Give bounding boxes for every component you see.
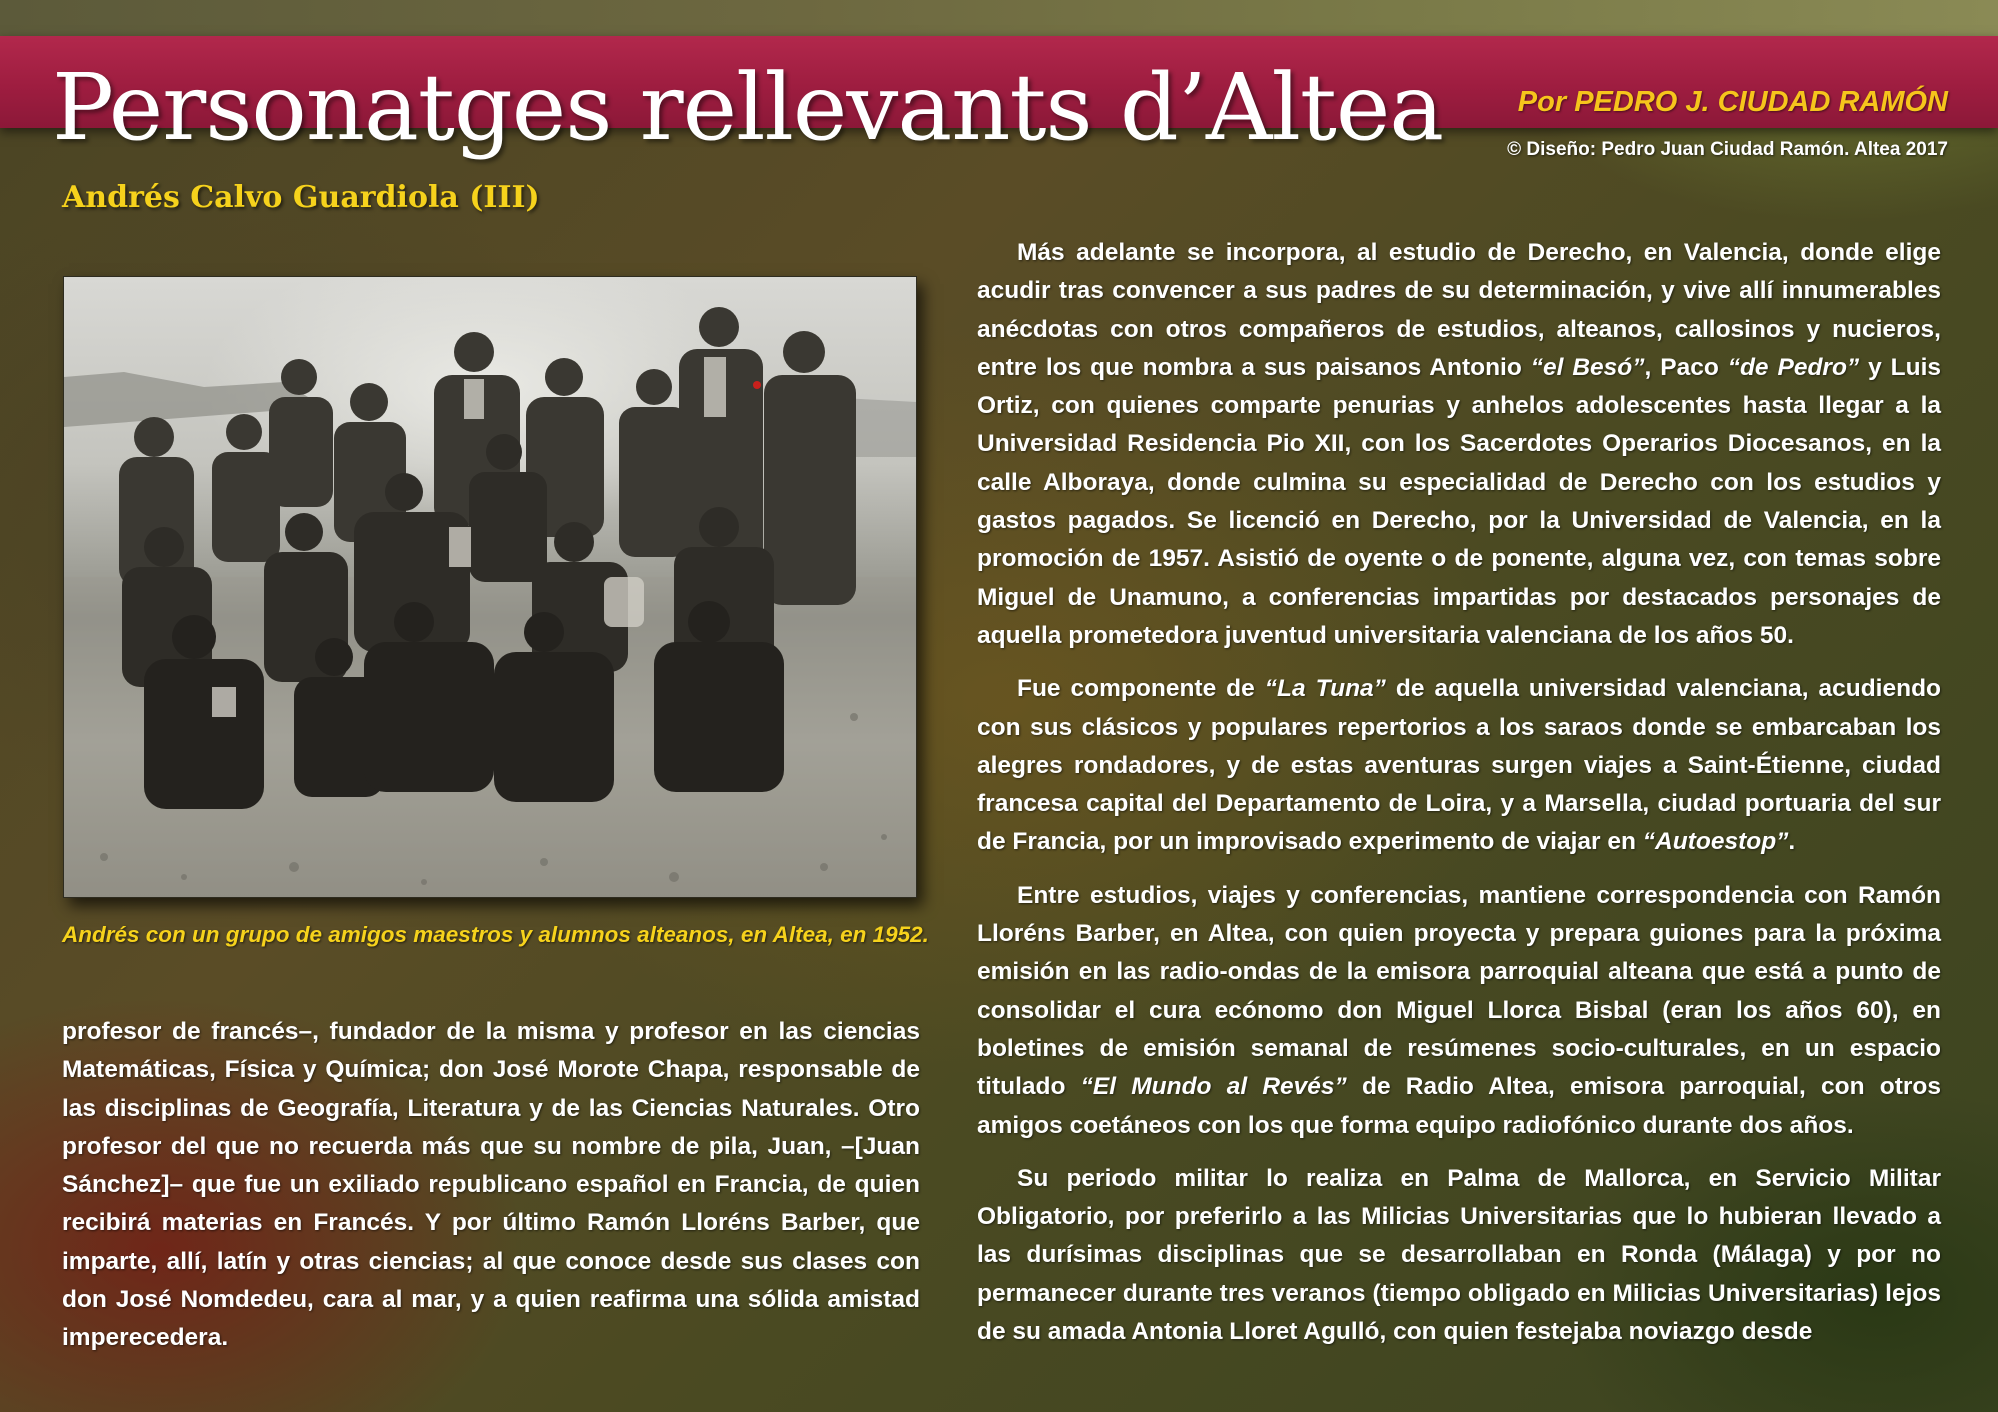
paragraph-2: Fue componente de “La Tuna” de aquella universidad valenciana, acudiendo con sus clásicos y populares repertorios a los saraos donde se embarcaban los alegres rondadores, y de estas aventuras surgen viajes a Saint-Étienne, ciudad francesa capital del Departamento de Loira, y a Marsella, ciudad portuaria del sur de Francia, por un improvisado experimento de viajar en “Autoestop”. [977,675,1942,856]
author-byline: Por PEDRO J. CIUDAD RAMÓN [1517,86,1948,118]
top-texture-strip [0,0,1998,36]
photo-caption: Andrés con un grupo de amigos maestros y alumnos alteanos, en Altea, en 1952. [62,922,929,947]
paragraph-1: Más adelante se incorpora, al estudio de Derecho, en Valencia, donde elige acudir tras convencer a sus padres de su determinación, y vive allí innumerables anécdotas con otros compañeros de estudios, alteanos, callosinos y nucieros, entre los que nombra a sus paisanos Antonio “el Besó”, Paco “de Pedro” y Luis Ortiz, con quienes comparte penurias y anhelos adolescentes hasta llegar a la Universidad Residencia Pio XII, con los Sacerdotes Operarios Diocesanos, en la calle Alboraya, donde culmina su especialidad de Derecho con los estudios y gastos pagados. Se licenció en Derecho, por la Universidad de Valencia, en la promoción de 1957. Asistió de oyente o de ponente, alguna vez, con temas sobre Miguel de Unamuno, a conferencias impartidas por destacados personajes de aquella prometedora juventud universitaria valenciana de los años 50. [977,239,1942,649]
paragraph-4: Su periodo militar lo realiza en Palma de Mallorca, en Servicio Militar Obligatorio, por preferirlo a las Milicias Universitarias que lo hubieran llevado a las durísimas disciplinas que se desarrollaban en Ronda (Málaga) y por no permanecer durante tres veranos (tiempo obligado en Milicias Universitarias) lejos de su amada Antonia Lloret Agulló, con quien festejaba noviazgo desde [977,1164,1941,1346]
right-column [977,234,1941,1366]
paragraph-3: Entre estudios, viajes y conferencias, mantiene correspondencia con Ramón Lloréns Barber, en Altea, con quien proyecta y prepara guiones para la próxima emisión en las radio-ondas de la emisora parroquial alteana que está a punto de consolidar el cura ecónomo don Miguel Llorca Bisbal (eran los años 60), en boletines de emisión semanal de resúmenes socio-culturales, en un espacio titulado “El Mundo al Revés” de Radio Altea, emisora parroquial, con otros amigos coetáneos con los que forma equipo radiofónico durante dos años. [977,881,1942,1139]
design-credit: © Diseño: Pedro Juan Ciudad Ramón. Altea 2017 [1507,139,1948,160]
page-title: Personatges rellevants d’Altea [52,54,1444,161]
left-paragraph: profesor de francés–, fundador de la misma y profesor en las ciencias Matemáticas, Física y Química; don José Morote Chapa, responsable de las disciplinas de Geografía, Literatura y de las Ciencias Naturales. Otro profesor del que no recuerda más que su nombre de pila, Juan, –[Juan Sánchez]– que fue un exiliado republicano español en Francia, de quien recibirá materias en Francés. Y por último Ramón Lloréns Barber, que imparte, allí, latín y otras ciencias; al que conoce desde sus clases con don José Nomdedeu, cara al mar, y a quien reafirma una sólida amistad imperecedera. [62,1018,920,1352]
group-photo-illustration [64,277,916,897]
left-column [62,1013,920,1358]
article-subtitle: Andrés Calvo Guardiola (III) [62,180,540,215]
group-photo [63,276,917,898]
